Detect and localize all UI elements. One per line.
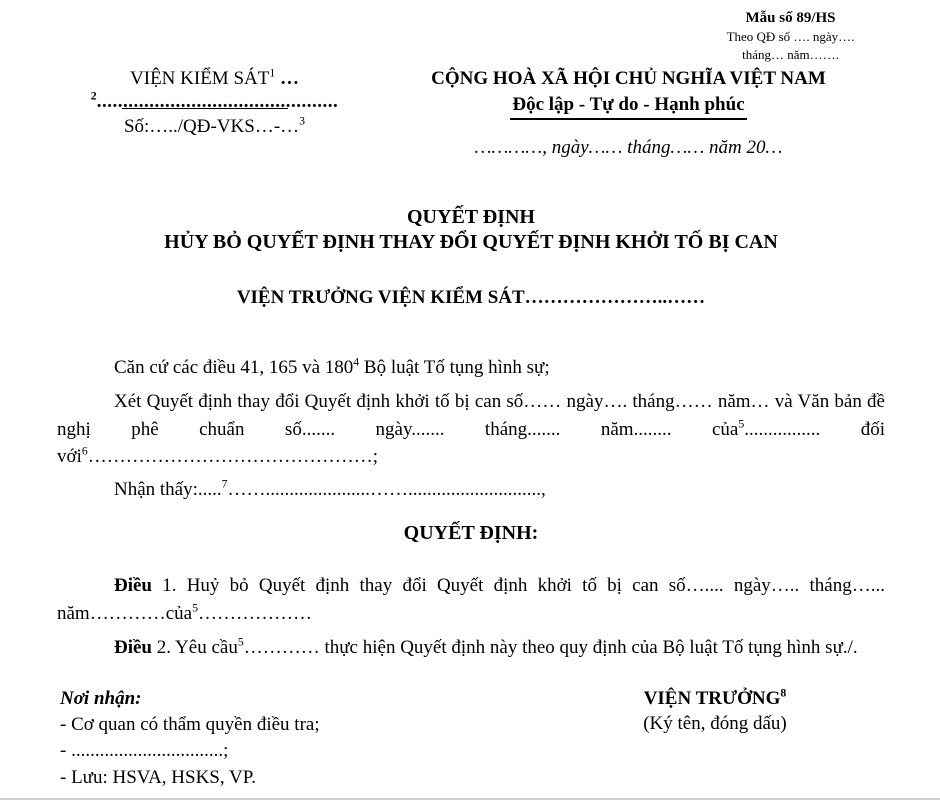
- article-2-label: Điều: [114, 636, 152, 658]
- consideration-paragraph: [57, 388, 885, 471]
- legal-basis-paragraph: [57, 354, 885, 382]
- document-header: [57, 68, 885, 159]
- motto-wrap: [372, 91, 885, 120]
- recipients-heading: Nơi nhận:: [60, 688, 142, 710]
- agency-name-line: [57, 68, 372, 90]
- article-2-text-1: 2. Yêu cầu: [152, 636, 238, 658]
- form-stamp: [683, 8, 898, 63]
- footnote-ref-4: 4: [353, 355, 360, 369]
- form-stamp-decision-ref: Theo QĐ số …. ngày….: [726, 29, 855, 45]
- form-number: Mẫu số 89/HS: [745, 10, 836, 26]
- footnote-ref-7: 7: [221, 477, 228, 491]
- article-1-label: Điều: [114, 575, 152, 597]
- article-2-paragraph: [57, 634, 885, 662]
- footnote-ref-5b: 5: [192, 601, 198, 615]
- article-1-fill-dots: ………………: [197, 603, 312, 624]
- signature-block: [570, 687, 860, 736]
- form-stamp-decision-date: tháng… năm…….: [742, 46, 839, 62]
- footnote-ref-5c: 5: [237, 635, 244, 649]
- document-type-title: QUYẾT ĐỊNH: [407, 206, 535, 229]
- decision-section-heading: QUYẾT ĐỊNH:: [403, 522, 539, 545]
- legal-basis-text: Căn cứ các điều 41, 165 và 180: [114, 356, 354, 378]
- article-2-text-2: ………… thực hiện Quyết định này theo quy định của Bộ luật Tố tụng hình sự./.: [243, 636, 858, 658]
- recipient-item-2: - ................................;: [60, 740, 229, 762]
- agency-name-fill-dots: …: [275, 68, 299, 89]
- issuing-agency-block: [57, 68, 372, 159]
- agency-name-text: VIỆN KIỂM SÁT: [130, 68, 270, 89]
- signer-title-text: VIỆN TRƯỞNG: [643, 688, 781, 710]
- national-motto-line: Độc lập - Tự do - Hạnh phúc: [510, 93, 746, 120]
- recipients-block: [60, 687, 320, 789]
- legal-basis-text-end: Bộ luật Tố tụng hình sự;: [359, 356, 550, 378]
- recipient-item-1: - Cơ quan có thẩm quyền điều tra;: [60, 714, 320, 736]
- article-1-paragraph: [57, 572, 885, 627]
- national-header-block: [372, 68, 885, 159]
- title-block: [57, 205, 885, 311]
- signer-instruction: (Ký tên, đóng dấu): [643, 712, 787, 734]
- national-name-line: CỘNG HOÀ XÃ HỘI CHỦ NGHĨA VIỆT NAM: [431, 68, 826, 89]
- document-number-line: [57, 116, 372, 138]
- footnote-ref-5: 5: [738, 417, 745, 431]
- footnote-ref-8: 8: [780, 686, 787, 700]
- recipient-item-3: - Lưu: HSVA, HSKS, VP.: [60, 766, 256, 788]
- footnote-ref-6: 6: [81, 445, 88, 459]
- findings-paragraph: [57, 476, 885, 504]
- consideration-text-2: ................ đối với: [57, 418, 885, 468]
- issuing-authority-line: VIỆN TRƯỞNG VIỆN KIỂM SÁT…………………..……: [236, 287, 706, 309]
- consideration-text-3: ………………………………………;: [87, 446, 378, 468]
- article-1-text: 1. Huỷ bỏ Quyết định thay đổi Quyết định khởi tố bị can số….... ngày….. tháng…... năm…………của: [57, 575, 885, 624]
- footnote-ref-1: 1: [269, 66, 276, 80]
- footnote-ref-2: 2: [90, 89, 97, 103]
- findings-fill-dots: ……......................……............................,: [227, 478, 546, 500]
- document-footer: [57, 687, 885, 789]
- document-subject-title: HỦY BỎ QUYẾT ĐỊNH THAY ĐỔI QUYẾT ĐỊNH KHỞI TỐ BỊ CAN: [164, 230, 778, 253]
- agency-subname-fill-dots: ..............................................: [96, 90, 339, 112]
- footnote-ref-3: 3: [299, 114, 306, 128]
- consideration-text-1: Xét Quyết định thay đổi Quyết định khởi tố bị can số…… ngày…. tháng…… năm… và Văn bản đề nghị phê chuẩn số....... ngày....... tháng....... năm........ của: [57, 391, 885, 440]
- agency-subname-dotted-line: [57, 91, 372, 113]
- findings-text: Nhận thấy:.....: [114, 478, 222, 500]
- document-number-text: Số:…../QĐ-VKS…-…: [123, 115, 300, 137]
- signer-title-line: [570, 687, 860, 712]
- place-date-line: …………, ngày…… tháng…… năm 20…: [474, 136, 783, 158]
